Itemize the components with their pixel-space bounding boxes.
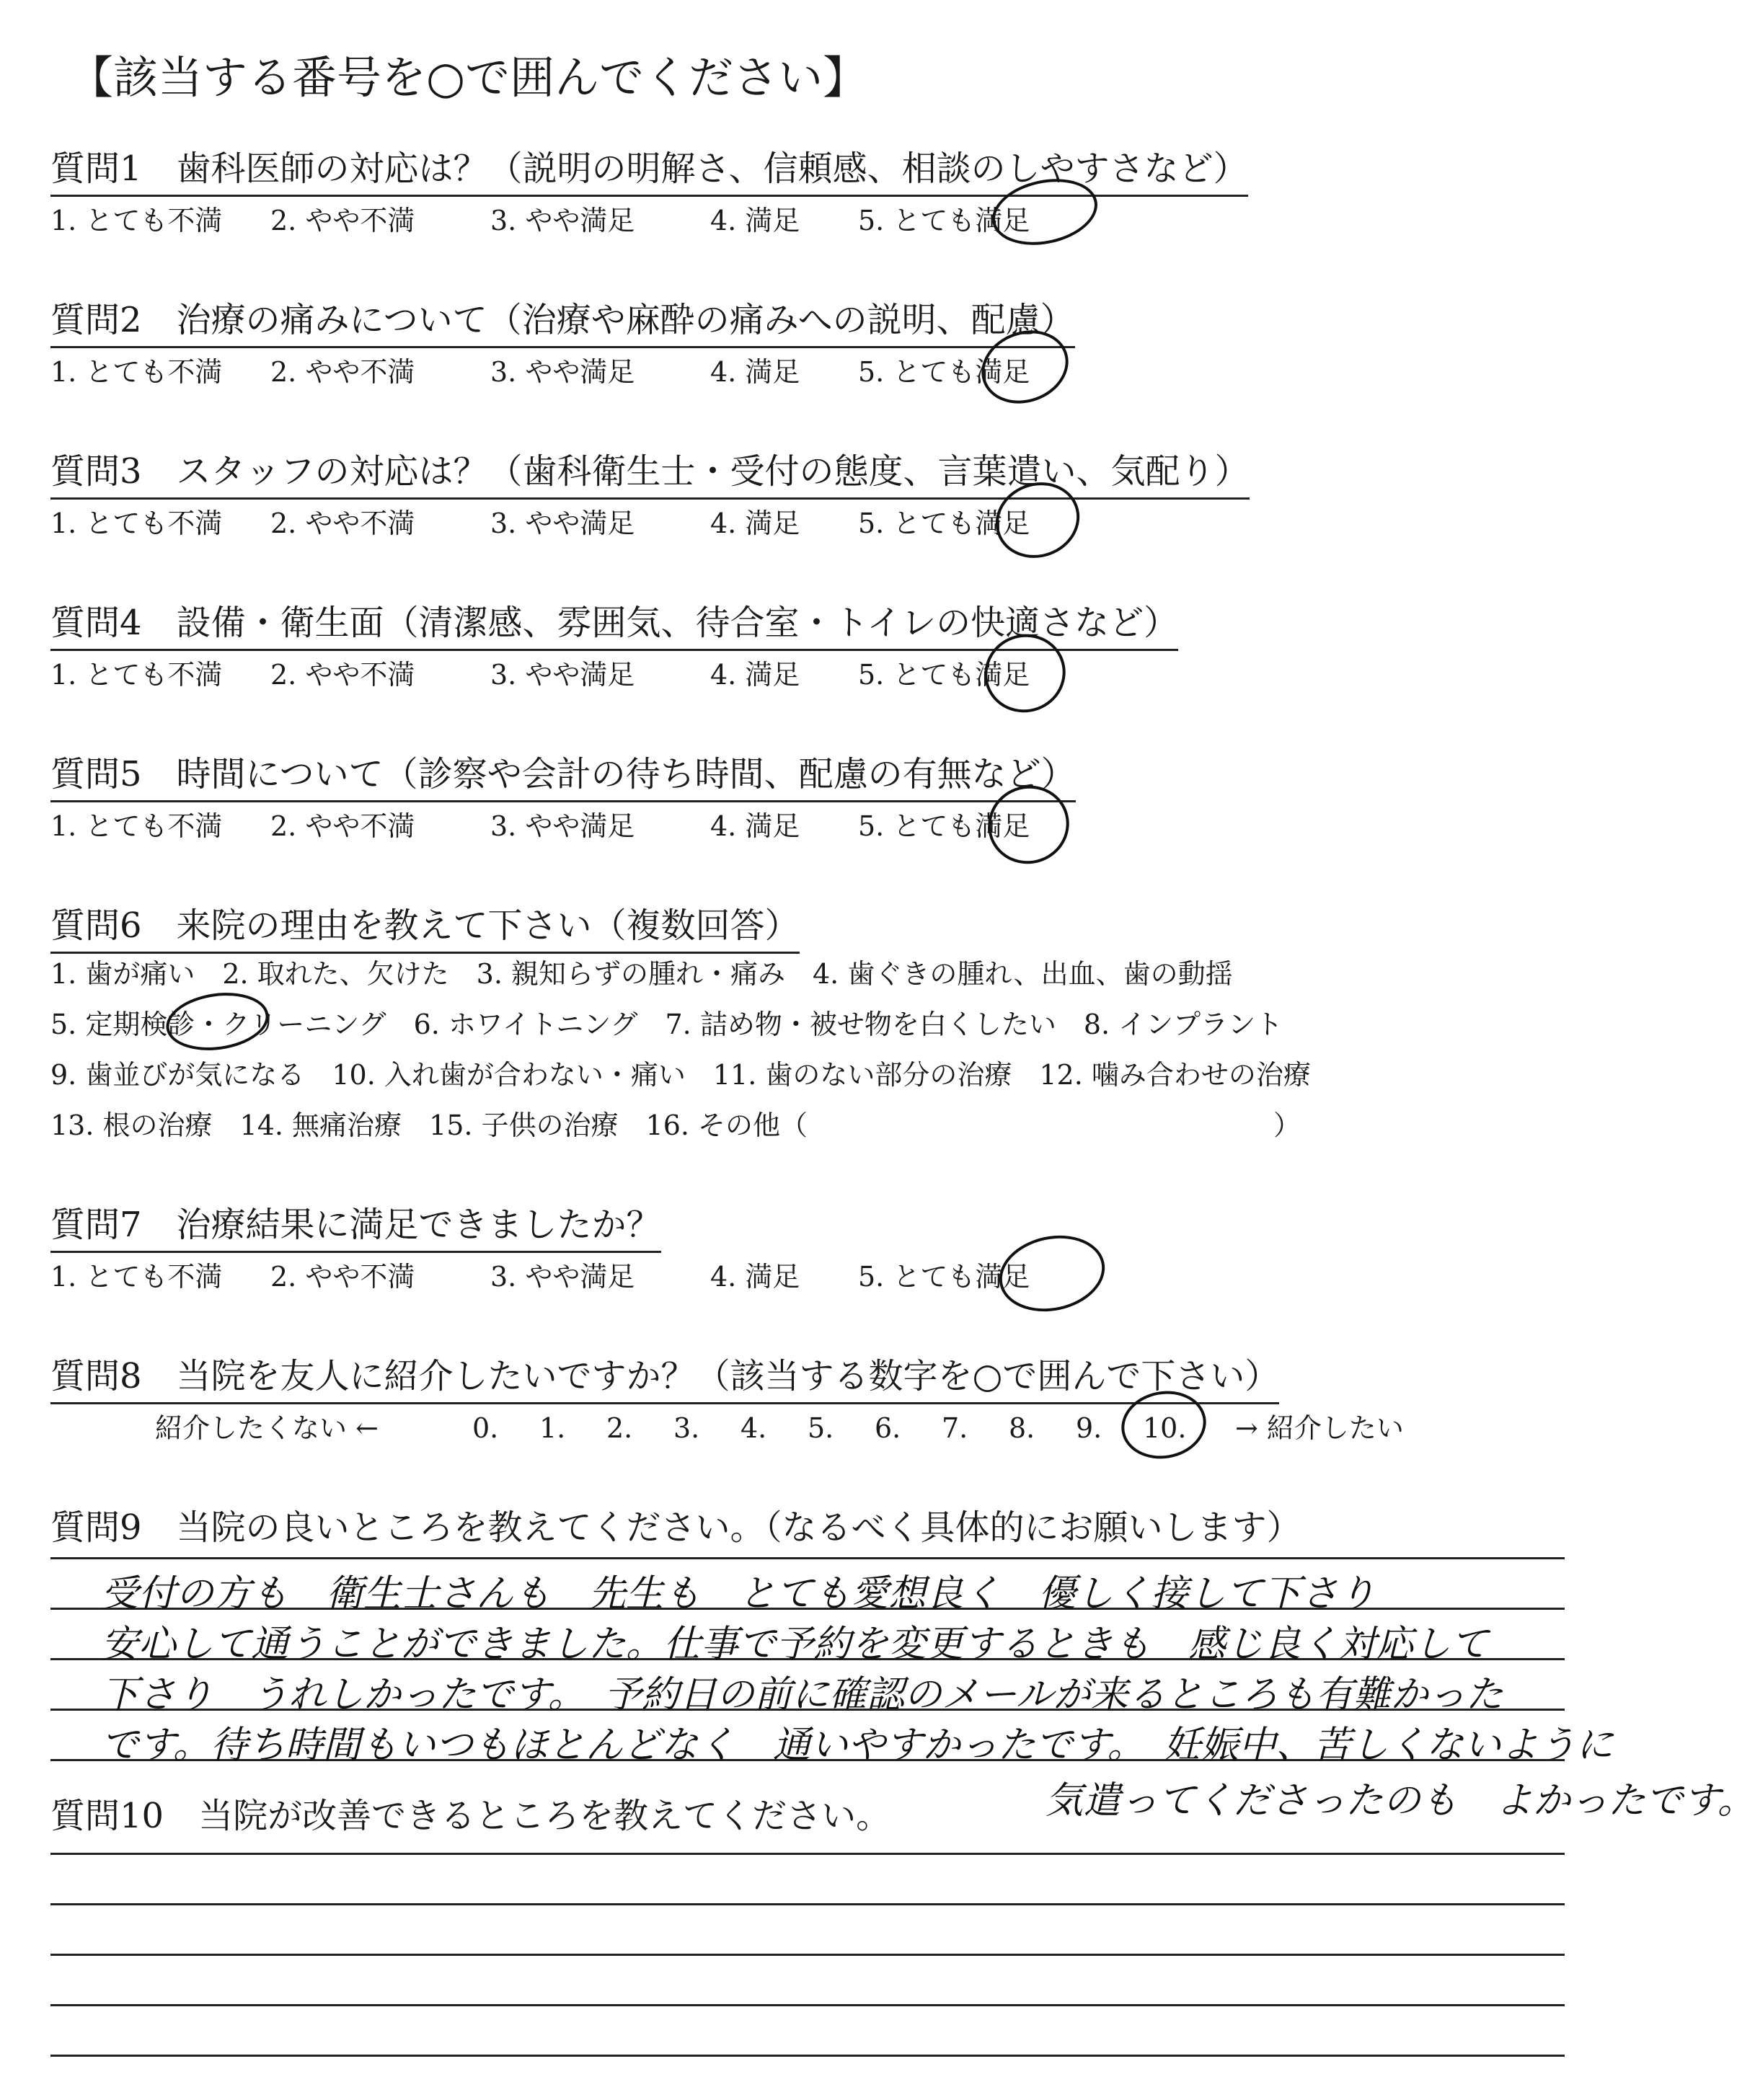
scale-0[interactable]: 0. xyxy=(472,1412,499,1444)
scale-9[interactable]: 9. xyxy=(1076,1412,1102,1444)
question-2-options xyxy=(50,350,1030,389)
answer-line[interactable] xyxy=(50,1903,1565,1905)
question-4-label: 質問4 設備・衛生面（清潔感、雰囲気、待合室・トイレの快適さなど） xyxy=(50,595,1178,651)
option-3[interactable]: 3. やや満足 xyxy=(490,810,635,842)
option-5[interactable]: 5. とても満足 xyxy=(858,508,1030,539)
question-5-options xyxy=(50,804,1030,843)
option-2[interactable]: 2. やや不満 xyxy=(270,508,415,539)
option-3[interactable]: 3. やや満足 xyxy=(490,508,635,539)
option-5[interactable]: 5. とても満足 xyxy=(858,1261,1030,1293)
scale-left-label: 紹介したくない ← xyxy=(155,1412,379,1444)
question-9-label: 質問9 当院の良いところを教えてください。（なるべく具体的にお願いします） xyxy=(50,1507,1301,1548)
answer-line xyxy=(50,1557,1565,1559)
reason-line-1[interactable]: 1. 歯が痛い 2. 取れた、欠けた 3. 親知らずの腫れ・痛み 4. 歯ぐきの腫れ、出血、歯の動揺 xyxy=(50,958,1233,990)
question-2-label: 質問2 治療の痛みについて（治療や麻酔の痛みへの説明、配慮） xyxy=(50,292,1075,348)
scale-7[interactable]: 7. xyxy=(942,1412,968,1444)
question-1-label: 質問1 歯科医師の対応は？（説明の明解さ、信頼感、相談のしやすさなど） xyxy=(50,141,1248,197)
answer-line[interactable] xyxy=(50,1954,1565,1956)
option-4[interactable]: 4. 満足 xyxy=(710,1261,800,1293)
question-10-label: 質問10 当院が改善できるところを教えてください。 xyxy=(50,1796,891,1836)
question-8-label: 質問8 当院を友人に紹介したいですか？（該当する数字を○で囲んで下さい） xyxy=(50,1348,1279,1404)
option-1[interactable]: 1. とても不満 xyxy=(50,810,223,842)
answer-line[interactable] xyxy=(50,1853,1565,1855)
scale-2[interactable]: 2. xyxy=(606,1412,633,1444)
option-2[interactable]: 2. やや不満 xyxy=(270,356,415,388)
option-4[interactable]: 4. 満足 xyxy=(710,205,800,236)
reason-line-4[interactable]: 13. 根の治療 14. 無痛治療 15. 子供の治療 16. その他（ ） xyxy=(50,1109,1301,1141)
handwritten-line-2: 安心して通うことができました。仕事で予約を変更するときも 感じ良く対応して xyxy=(101,1623,1489,1666)
option-4[interactable]: 4. 満足 xyxy=(710,810,800,842)
question-1-options xyxy=(50,198,1030,238)
option-2[interactable]: 2. やや不満 xyxy=(270,659,415,691)
option-4[interactable]: 4. 満足 xyxy=(710,508,800,539)
option-3[interactable]: 3. やや満足 xyxy=(490,659,635,691)
question-3-label: 質問3 スタッフの対応は？（歯科衛生士・受付の態度、言葉遣い、気配り） xyxy=(50,443,1250,500)
question-7-label: 質問7 治療結果に満足できましたか？ xyxy=(50,1197,661,1253)
option-5[interactable]: 5. とても満足 xyxy=(858,356,1030,388)
option-2[interactable]: 2. やや不満 xyxy=(270,1261,415,1293)
option-3[interactable]: 3. やや満足 xyxy=(490,356,635,388)
option-1[interactable]: 1. とても不満 xyxy=(50,508,223,539)
answer-circle xyxy=(992,1226,1112,1321)
option-1[interactable]: 1. とても不満 xyxy=(50,356,223,388)
question-3-options xyxy=(50,501,1030,541)
option-1[interactable]: 1. とても不満 xyxy=(50,1261,223,1293)
question-5-label: 質問5 時間について（診察や会計の待ち時間、配慮の有無など） xyxy=(50,746,1076,802)
question-4-options xyxy=(50,652,1030,692)
option-1[interactable]: 1. とても不満 xyxy=(50,659,223,691)
handwritten-line-1: 受付の方も 衛生士さんも 先生も とても愛想良く 優しく接して下さり xyxy=(101,1572,1376,1616)
question-6-label: 質問6 来院の理由を教えて下さい（複数回答） xyxy=(50,898,800,954)
option-3[interactable]: 3. やや満足 xyxy=(490,205,635,236)
reason-line-3[interactable]: 9. 歯並びが気になる 10. 入れ歯が合わない・痛い 11. 歯のない部分の治療 12. 噛み合わせの治療 xyxy=(50,1059,1311,1091)
page-title: 【該当する番号を○で囲んでください】 xyxy=(68,51,868,104)
answer-circle xyxy=(162,986,272,1056)
handwritten-line-5: 気遣ってくださったのも よかったです。 xyxy=(1046,1779,1755,1822)
handwritten-line-3: 下さり うれしかったです。 予約日の前に確認のメールが来るところも有難かった xyxy=(101,1673,1503,1716)
question-7-options xyxy=(50,1254,1030,1294)
scale-right-label: → 紹介したい xyxy=(1235,1412,1404,1444)
scale-5[interactable]: 5. xyxy=(808,1412,834,1444)
scale-8[interactable]: 8. xyxy=(1009,1412,1035,1444)
scale-3[interactable]: 3. xyxy=(673,1412,700,1444)
option-4[interactable]: 4. 満足 xyxy=(710,356,800,388)
option-5[interactable]: 5. とても満足 xyxy=(858,659,1030,691)
option-2[interactable]: 2. やや不満 xyxy=(270,205,415,236)
option-1[interactable]: 1. とても不満 xyxy=(50,205,223,236)
reason-line-2[interactable]: 5. 定期検診・クリーニング 6. ホワイトニング 7. 詰め物・被せ物を白くしたい 8. インプラント xyxy=(50,1009,1283,1040)
option-4[interactable]: 4. 満足 xyxy=(710,659,800,691)
recommend-scale xyxy=(155,1406,1404,1445)
scale-6[interactable]: 6. xyxy=(875,1412,901,1444)
scale-10[interactable]: 10. xyxy=(1143,1412,1187,1444)
option-3[interactable]: 3. やや満足 xyxy=(490,1261,635,1293)
option-5[interactable]: 5. とても満足 xyxy=(858,205,1030,236)
scale-4[interactable]: 4. xyxy=(741,1412,767,1444)
option-5[interactable]: 5. とても満足 xyxy=(858,810,1030,842)
answer-line[interactable] xyxy=(50,2055,1565,2057)
scale-1[interactable]: 1. xyxy=(539,1412,566,1444)
handwritten-line-4: です。待ち時間もいつもほとんどなく 通いやすかったです。 妊娠中、苦しくないように xyxy=(101,1724,1614,1767)
option-2[interactable]: 2. やや不満 xyxy=(270,810,415,842)
answer-line[interactable] xyxy=(50,2004,1565,2006)
